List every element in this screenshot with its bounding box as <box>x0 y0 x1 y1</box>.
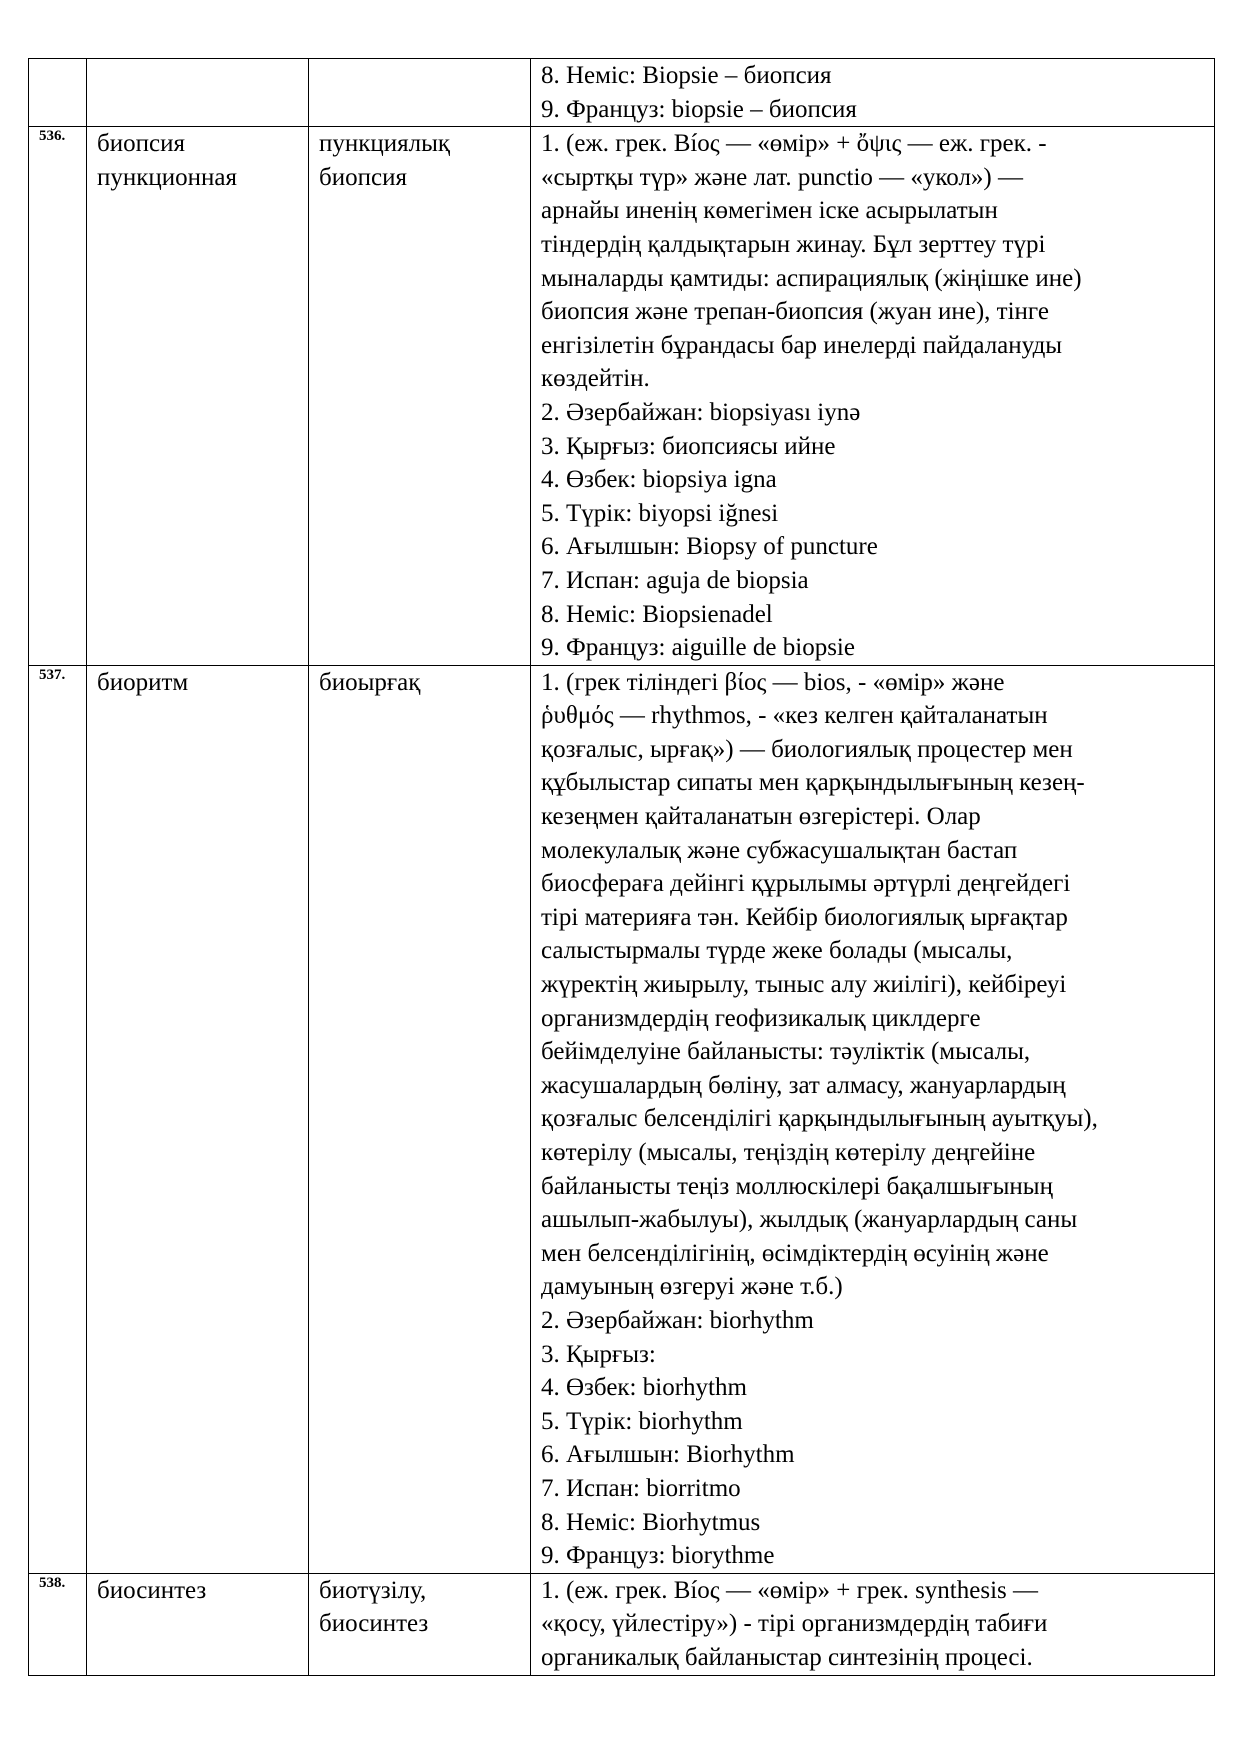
definition-line: 9. Француз: biopsie – биопсия <box>541 95 857 123</box>
entry-number: 537. <box>39 666 66 683</box>
definition-line: биопсия және трепан-биопсия (жуан ине), тінге <box>541 298 1049 326</box>
definition-line: байланысты теңіз моллюскілері бақалшығының <box>541 1172 1053 1200</box>
definition-cell <box>531 59 1215 127</box>
russian-term-line: биоритм <box>97 668 189 696</box>
definition-line: кезеңмен қайталанатын өзгерістері. Олар <box>541 803 981 831</box>
definition-line: қозғалыс, ырғақ») — биологиялық процестер мен <box>541 735 1073 763</box>
definition-line: 7. Испан: aguja de biopsia <box>541 566 809 594</box>
kazakh-term-cell <box>309 127 531 666</box>
russian-term-cell <box>87 665 309 1573</box>
definition-line: 2. Әзербайжан: biopsiyası iynə <box>541 398 861 426</box>
kazakh-term-line: биопсия <box>319 163 407 191</box>
document-page <box>28 58 1214 1676</box>
definition-line: 6. Ағылшын: Biopsy of puncture <box>541 533 878 561</box>
definition-line: 4. Өзбек: biorhythm <box>541 1374 747 1402</box>
definition-line: 8. Неміс: Biorhytmus <box>541 1508 761 1536</box>
definition-line: 6. Ағылшын: Biorhythm <box>541 1441 795 1469</box>
definition-line: 3. Қырғыз: <box>541 1340 656 1368</box>
definition-line: енгізілетін бұрандасы бар инелерді пайдалануды <box>541 331 1063 359</box>
definition-line: құбылыстар сипаты мен қарқындылығының кезең- <box>541 769 1085 797</box>
kazakh-term-line: биосинтез <box>319 1610 429 1638</box>
definition-line: 2. Әзербайжан: biorhythm <box>541 1306 814 1334</box>
definition-line: 4. Өзбек: biopsiya igna <box>541 466 777 494</box>
definition-cell <box>531 1573 1215 1675</box>
definition-line: 5. Түрік: biorhythm <box>541 1407 743 1435</box>
definition-cell <box>531 665 1215 1573</box>
russian-term-line: биосинтез <box>97 1576 207 1604</box>
definition-line: 7. Испан: biorritmo <box>541 1474 741 1502</box>
definition-line: органикалық байланыстар синтезінің процесі. <box>541 1643 1033 1671</box>
definition-line: жасушалардың бөліну, зат алмасу, жануарлардың <box>541 1071 1066 1099</box>
definition-line: тірі материяға тән. Кейбір биологиялық ырғақтар <box>541 903 1068 931</box>
definition-line: қозғалыс белсенділігі қарқындылығының ауытқуы), <box>541 1105 1098 1133</box>
dictionary-table <box>28 58 1215 1676</box>
russian-term-cell <box>87 1573 309 1675</box>
russian-term-line: биопсия <box>97 130 185 158</box>
definition-line: дамуының өзгеруі және т.б.) <box>541 1273 843 1301</box>
entry-number-cell <box>29 59 87 127</box>
definition-line: ῥυθμός — rhythmos, - «кез келген қайталанатын <box>541 702 1048 730</box>
kazakh-term-cell <box>309 665 531 1573</box>
kazakh-term-line: биотүзілу, <box>319 1576 427 1604</box>
definition-line: «қосу, үйлестіру») - тірі организмдердің табиғи <box>541 1610 1048 1638</box>
definition-line: көздейтін. <box>541 365 650 393</box>
definition-line: ашылып-жабылуы), жылдық (жануарлардың саны <box>541 1206 1078 1234</box>
definition-line: көтерілу (мысалы, теңіздің көтерілу деңгейіне <box>541 1139 1036 1166</box>
definition-line: тіндердің қалдықтарын жинау. Бұл зерттеу түрі <box>541 230 1046 258</box>
kazakh-term-cell <box>309 1573 531 1675</box>
definition-line: 8. Неміс: Biopsienadel <box>541 600 773 628</box>
russian-term-cell <box>87 127 309 666</box>
definition-line: арнайы иненің көмегімен іске асырылатын <box>541 197 998 225</box>
definition-line: 8. Неміс: Biopsie – биопсия <box>541 62 832 89</box>
entry-number: 538. <box>39 1574 66 1591</box>
definition-line: 9. Француз: biorythme <box>541 1542 775 1570</box>
table-row <box>29 127 1215 666</box>
definition-line: 9. Француз: aiguille de biopsie <box>541 634 855 662</box>
table-row <box>29 59 1215 127</box>
entry-number-cell <box>29 665 87 1573</box>
definition-line: салыстырмалы түрде жеке болады (мысалы, <box>541 937 1013 965</box>
definition-line: 1. (еж. грек. Bíος — «өмір» + грек. synthesis — <box>541 1576 1038 1604</box>
definition-line: 5. Түрік: biyopsi iğnesi <box>541 499 779 527</box>
table-row <box>29 1573 1215 1675</box>
definition-line: бейімделуіне байланысты: тәуліктік (мысалы, <box>541 1038 1031 1066</box>
definition-line: 1. (еж. грек. Bíος — «өмір» + ὄψις — еж. грек. - <box>541 130 1047 158</box>
kazakh-term-cell <box>309 59 531 127</box>
russian-term-cell <box>87 59 309 127</box>
entry-number-cell <box>29 127 87 666</box>
kazakh-term-line: биоырғақ <box>319 668 421 696</box>
definition-line: 1. (грек тіліндегі βίος — bios, - «өмір» және <box>541 668 1005 696</box>
table-body <box>29 59 1215 1676</box>
definition-line: «сыртқы түр» және лат. punctio — «укол») — <box>541 163 1024 191</box>
table-row <box>29 665 1215 1573</box>
definition-line: биосфераға дейінгі құрылымы әртүрлі деңгейдегі <box>541 870 1071 898</box>
definition-line: мыналарды қамтиды: аспирациялық (жіңішке ине) <box>541 264 1082 292</box>
definition-line: мен белсенділігінің, өсімдіктердің өсуінің және <box>541 1239 1049 1267</box>
definition-line: организмдердің геофизикалық циклдерге <box>541 1004 981 1032</box>
kazakh-term-line: пункциялық <box>319 130 451 158</box>
definition-cell <box>531 127 1215 666</box>
definition-line: жүректің жиырылу, тыныс алу жиілігі), кейбіреуі <box>541 971 1067 999</box>
entry-number: 536. <box>39 128 66 145</box>
definition-line: молекулалық және субжасушалықтан бастап <box>541 836 1018 864</box>
definition-line: 3. Қырғыз: биопсиясы ийне <box>541 432 836 460</box>
entry-number-cell <box>29 1573 87 1675</box>
russian-term-line: пункционная <box>97 163 238 191</box>
